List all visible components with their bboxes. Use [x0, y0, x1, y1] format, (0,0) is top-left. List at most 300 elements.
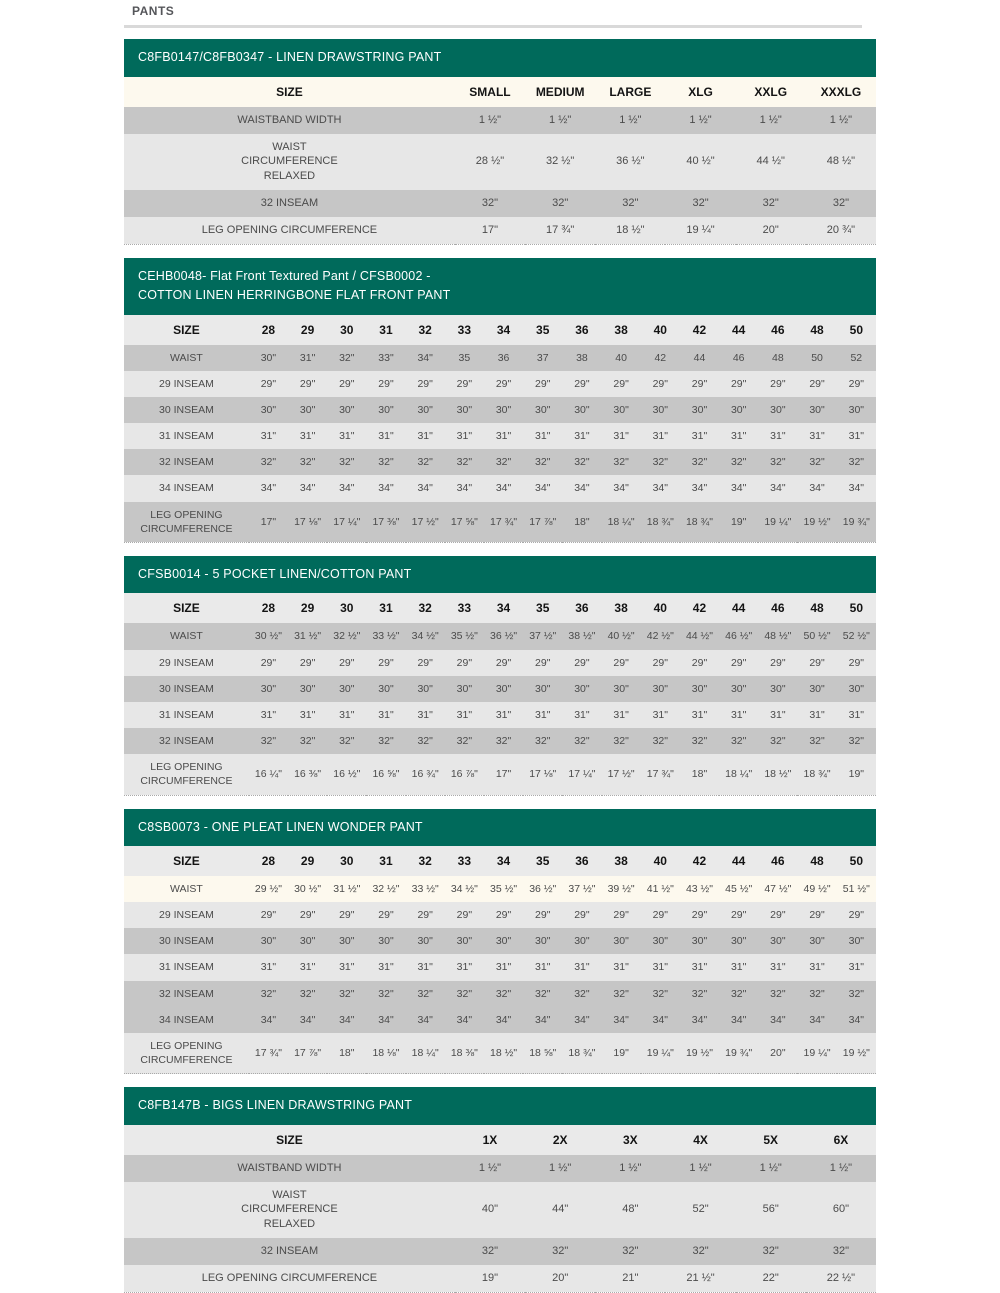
measurement-value: 30" [535, 935, 551, 948]
measurement-value: 31" [299, 351, 316, 364]
measurement-value: 1 ½" [759, 1161, 782, 1174]
measurement-value: 16 ⅜" [294, 768, 322, 781]
size-col-header: 33 [457, 853, 472, 868]
measurement-value: 29" [574, 377, 590, 390]
size-label-header: SIZE [173, 322, 200, 337]
size-table [124, 77, 876, 245]
measurement-value: 46 [732, 351, 745, 364]
measurement-value: 34" [339, 1013, 355, 1026]
measurement-row [124, 1007, 876, 1033]
measurement-row [124, 502, 876, 543]
measurement-value: 17 ⅝" [450, 515, 478, 528]
size-col-header: 29 [300, 601, 315, 616]
measurement-value: 30" [613, 935, 629, 948]
chart-title-text: COTTON LINEN HERRINGBONE FLAT FRONT PANT [138, 288, 451, 303]
measurement-value: 31" [574, 961, 590, 974]
measurement-label: 31 INSEAM [158, 708, 214, 721]
measurement-value: 31" [456, 430, 473, 443]
measurement-value: 32" [848, 987, 865, 1000]
measurement-value: 31" [535, 430, 551, 443]
size-col-header: 32 [418, 853, 432, 868]
measurement-value: 30" [378, 935, 394, 948]
size-col-header: 31 [379, 322, 393, 337]
measurement-value: 32" [260, 735, 277, 748]
measurement-value: 19 ¼" [764, 515, 792, 528]
measurement-value: 18" [339, 1047, 355, 1060]
measurement-value: 60" [832, 1203, 849, 1216]
measurement-value: 38 [576, 351, 588, 364]
measurement-value: 29" [848, 377, 865, 390]
measurement-value: 29" [691, 909, 708, 922]
measurement-value: 30" [339, 935, 355, 948]
measurement-value: 29" [535, 656, 551, 669]
size-table [124, 1125, 876, 1293]
measurement-value: 34" [730, 1013, 747, 1026]
measurement-value: 33" [378, 351, 394, 364]
measurement-value: 36 ½" [529, 882, 557, 895]
measurement-value: 31" [691, 430, 708, 443]
measurement-value: 19 ½" [685, 1047, 714, 1060]
measurement-value: 49 ½" [803, 882, 831, 895]
measurement-value: 1 ½" [549, 1161, 572, 1174]
size-col-header: 31 [379, 853, 393, 868]
measurement-value: 18" [574, 515, 590, 528]
measurement-value: 29" [378, 909, 394, 922]
measurement-value: 17 ¾" [646, 768, 674, 781]
measurement-value: 29" [652, 377, 668, 390]
measurement-value: 31" [495, 430, 512, 443]
measurement-value: 35 ½" [490, 882, 518, 895]
measurement-value: 42 [654, 351, 667, 364]
measurement-value: 29" [848, 909, 865, 922]
measurement-value: 48" [622, 1203, 639, 1216]
measurement-value: 16 ¼" [254, 768, 282, 781]
size-header-row [124, 315, 876, 345]
measurement-value: 36 ½" [490, 630, 518, 643]
measurement-value: 34" [809, 482, 825, 495]
measurement-value: 20" [552, 1271, 569, 1284]
measurement-value: 17 ⅞" [529, 515, 557, 528]
size-col-header: 28 [261, 853, 276, 868]
measurement-value: 29" [339, 656, 355, 669]
measurement-row [124, 190, 876, 217]
size-table [124, 315, 876, 543]
measurement-value: 31" [417, 961, 433, 974]
measurement-value: 31" [378, 961, 394, 974]
measurement-value: 32" [456, 987, 473, 1000]
measurement-label: 32 INSEAM [260, 1245, 319, 1258]
measurement-value: 34" [848, 482, 865, 495]
measurement-value: 31" [730, 961, 747, 974]
measurement-value: 31" [848, 961, 865, 974]
measurement-value: 32" [652, 735, 668, 748]
measurement-row [124, 650, 876, 676]
measurement-value: 29" [299, 656, 316, 669]
measurement-value: 18 ⅝" [529, 1047, 557, 1060]
measurement-label: 34 INSEAM [158, 1013, 214, 1026]
measurement-value: 19 ½" [842, 1047, 870, 1060]
measurement-value: 32" [552, 197, 569, 210]
size-col-header: 38 [614, 322, 628, 337]
measurement-value: 21 ½" [686, 1271, 715, 1284]
measurement-value: 31" [339, 430, 355, 443]
measurement-value: 39 ½" [607, 882, 635, 895]
measurement-value: 34" [495, 482, 512, 495]
chart-title-bar [124, 258, 876, 315]
measurement-row [124, 728, 876, 754]
measurement-value: 31" [613, 430, 629, 443]
size-label-header: SIZE [173, 601, 200, 616]
measurement-value: 31 ½" [333, 882, 361, 895]
measurement-value: 32" [535, 987, 551, 1000]
measurement-value: 31" [809, 430, 825, 443]
size-table [124, 593, 876, 795]
measurement-value: 32" [378, 456, 394, 469]
measurement-row [124, 902, 876, 928]
measurement-value: 47 ½" [764, 882, 792, 895]
measurement-value: 31" [770, 430, 786, 443]
measurement-value: 34" [691, 482, 708, 495]
section-divider [124, 25, 862, 28]
measurement-value: 32" [691, 735, 708, 748]
measurement-value: 18 ¾" [646, 515, 674, 528]
measurement-label: WAISTBAND WIDTH [237, 1161, 342, 1174]
measurement-value: 40 [615, 351, 627, 364]
measurement-value: 32" [832, 1245, 849, 1258]
measurement-value: 29" [417, 377, 433, 390]
measurement-value: 21" [622, 1271, 639, 1284]
measurement-value: 31" [339, 961, 355, 974]
size-col-header: 5X [763, 1132, 779, 1147]
measurement-value: 17 ⅞" [294, 1047, 322, 1060]
size-col-header: 28 [261, 322, 276, 337]
size-chart [124, 556, 876, 796]
measurement-value: 29" [378, 377, 394, 390]
measurement-row [124, 449, 876, 475]
size-col-header: 40 [653, 601, 667, 616]
measurement-value: 34" [574, 1013, 590, 1026]
measurement-value: 31" [299, 430, 316, 443]
measurement-value: 30" [730, 935, 747, 948]
measurement-row [124, 371, 876, 397]
measurement-value: 30" [691, 935, 708, 948]
size-label-header: SIZE [276, 84, 303, 99]
measurement-value: 18 ¼" [411, 1047, 439, 1060]
measurement-value: 1 ½" [619, 113, 642, 126]
measurement-row [124, 876, 876, 902]
size-chart [124, 1087, 876, 1292]
size-col-header: 42 [692, 601, 707, 616]
measurement-value: 32" [613, 987, 629, 1000]
measurement-value: 17 ⅛" [294, 515, 322, 528]
size-col-header: 50 [849, 601, 863, 616]
measurement-value: 33 ½" [411, 882, 439, 895]
chart-title-bar [124, 39, 876, 76]
measurement-value: 42 ½" [646, 630, 674, 643]
measurement-value: 29" [378, 656, 394, 669]
measurement-value: 30" [574, 935, 590, 948]
measurement-value: 31" [848, 708, 865, 721]
measurement-row [124, 981, 876, 1007]
measurement-label: WAIST CIRCUMFERENCE RELAXED [241, 1188, 338, 1231]
measurement-value: 32" [299, 456, 316, 469]
measurement-value: 19 ¾" [725, 1047, 753, 1060]
size-header-row [124, 77, 876, 107]
measurement-value: 37 [536, 351, 549, 364]
size-col-header: 34 [496, 601, 511, 616]
size-label-header: SIZE [276, 1132, 303, 1147]
measurement-value: 31" [652, 430, 668, 443]
size-header-row [124, 593, 876, 623]
measurement-value: 30" [613, 682, 629, 695]
measurement-value: 32" [417, 735, 433, 748]
measurement-value: 22 ½" [826, 1271, 856, 1284]
measurement-value: 30" [339, 403, 355, 416]
measurement-row [124, 1033, 876, 1074]
size-col-header: 2X [552, 1132, 568, 1147]
measurement-value: 50 [811, 351, 823, 364]
size-col-header: 46 [771, 853, 785, 868]
measurement-value: 34" [299, 1013, 316, 1026]
measurement-value: 1 ½" [829, 1161, 853, 1174]
measurement-value: 30" [260, 935, 277, 948]
measurement-value: 31" [613, 961, 629, 974]
measurement-row [124, 954, 876, 980]
measurement-value: 31" [574, 430, 590, 443]
measurement-value: 31" [339, 708, 355, 721]
measurement-value: 19 ¼" [803, 1047, 831, 1060]
measurement-label: 30 INSEAM [158, 935, 214, 948]
measurement-row [124, 1155, 876, 1182]
measurement-value: 17" [260, 515, 277, 528]
size-col-header: 50 [849, 853, 863, 868]
size-col-header: 4X [693, 1132, 708, 1147]
measurement-value: 19 ¼" [646, 1047, 674, 1060]
measurement-value: 52 ½" [842, 630, 870, 643]
measurement-value: 29" [535, 909, 551, 922]
measurement-label: LEG OPENING CIRCUMFERENCE [140, 508, 233, 535]
size-col-header: 35 [536, 853, 550, 868]
size-col-header: MEDIUM [535, 84, 585, 99]
measurement-value: 1 ½" [549, 113, 572, 126]
measurement-value: 29" [495, 909, 512, 922]
measurement-value: 1 ½" [478, 1161, 502, 1174]
measurement-value: 37 ½" [529, 630, 557, 643]
measurement-value: 17 ¾" [254, 1047, 282, 1060]
measurement-value: 32" [481, 1245, 499, 1258]
size-col-header: 36 [575, 853, 589, 868]
measurement-value: 19 ¾" [842, 515, 870, 528]
measurement-value: 34 ½" [450, 882, 478, 895]
size-col-header: 36 [575, 322, 589, 337]
measurement-value: 34" [378, 1013, 394, 1026]
measurement-value: 30" [299, 403, 316, 416]
measurement-value: 34" [260, 482, 277, 495]
measurement-value: 22" [762, 1271, 779, 1284]
measurement-row [124, 397, 876, 423]
measurement-value: 32" [691, 987, 708, 1000]
measurement-value: 44 ½" [685, 630, 714, 643]
measurement-value: 30" [652, 935, 668, 948]
chart-title-bar [124, 556, 876, 593]
measurement-value: 34" [260, 1013, 277, 1026]
measurement-row [124, 928, 876, 954]
measurement-value: 32" [260, 987, 277, 1000]
measurement-value: 31" [260, 961, 277, 974]
measurement-value: 31" [770, 961, 786, 974]
measurement-value: 38 ½" [568, 630, 596, 643]
measurement-value: 31" [691, 708, 708, 721]
measurement-value: 31" [652, 961, 668, 974]
measurement-value: 32" [378, 735, 394, 748]
measurement-value: 32" [770, 456, 786, 469]
size-label-header: SIZE [173, 853, 200, 868]
measurement-row [124, 1238, 876, 1265]
measurement-value: 29" [848, 656, 865, 669]
measurement-value: 33 ½" [372, 630, 400, 643]
measurement-value: 29" [809, 656, 825, 669]
measurement-value: 48 [772, 351, 784, 364]
size-col-header: 30 [340, 322, 354, 337]
measurement-label: LEG OPENING CIRCUMFERENCE [201, 1271, 378, 1284]
measurement-value: 18 ½" [490, 1047, 518, 1060]
measurement-value: 16 ¾" [411, 768, 439, 781]
content-area [124, 0, 876, 1293]
measurement-label: 31 INSEAM [158, 961, 214, 974]
measurement-value: 32" [495, 456, 512, 469]
measurement-value: 31" [535, 961, 551, 974]
measurement-value: 34" [770, 482, 786, 495]
measurement-value: 32" [552, 1245, 569, 1258]
size-col-header: 1X [482, 1132, 498, 1147]
measurement-value: 30" [809, 403, 825, 416]
measurement-value: 45 ½" [725, 882, 753, 895]
measurement-label: 29 INSEAM [158, 377, 214, 390]
measurement-value: 19" [613, 1047, 629, 1060]
size-col-header: XXXLG [820, 84, 862, 99]
measurement-value: 30" [848, 403, 865, 416]
measurement-value: 52" [692, 1203, 709, 1216]
measurement-value: 31" [730, 430, 747, 443]
measurement-row [124, 217, 876, 244]
measurement-value: 18 ¾" [803, 768, 831, 781]
measurement-value: 29" [613, 656, 629, 669]
measurement-value: 29" [339, 909, 355, 922]
measurement-value: 32" [832, 197, 849, 210]
measurement-value: 32" [809, 456, 825, 469]
measurement-label: 30 INSEAM [158, 682, 214, 695]
measurement-value: 18 ¼" [725, 768, 753, 781]
measurement-value: 30 ½" [294, 882, 322, 895]
size-col-header: 28 [261, 601, 276, 616]
measurement-value: 32" [339, 735, 355, 748]
measurement-value: 34 ½" [411, 630, 439, 643]
size-col-header: 29 [300, 853, 315, 868]
measurement-value: 32" [535, 735, 551, 748]
chart-title-text: C8FB147B - BIGS LINEN DRAWSTRING PANT [138, 1098, 413, 1113]
size-col-header: 40 [653, 322, 667, 337]
measurement-value: 29" [260, 656, 277, 669]
measurement-value: 32" [456, 735, 473, 748]
measurement-value: 28 ½" [475, 155, 505, 168]
measurement-value: 30" [456, 403, 473, 416]
measurement-label: 34 INSEAM [158, 482, 214, 495]
size-col-header: XLG [688, 84, 713, 99]
measurement-row [124, 623, 876, 649]
measurement-value: 30" [378, 682, 394, 695]
measurement-value: 34" [691, 1013, 708, 1026]
measurement-value: 30" [691, 682, 708, 695]
measurement-value: 30" [730, 403, 747, 416]
measurement-value: 32" [260, 456, 277, 469]
measurement-value: 18" [691, 768, 708, 781]
measurement-row [124, 475, 876, 501]
measurement-value: 30" [770, 935, 786, 948]
measurement-value: 30" [495, 682, 512, 695]
size-col-header: 3X [623, 1132, 638, 1147]
measurement-value: 34" [809, 1013, 825, 1026]
size-col-header: LARGE [609, 84, 652, 99]
measurement-value: 35 ½" [450, 630, 478, 643]
size-col-header: 48 [810, 853, 824, 868]
measurement-value: 40 ½" [686, 155, 715, 168]
measurement-value: 44 [693, 351, 706, 364]
size-col-header: 35 [536, 322, 550, 337]
measurement-value: 19" [481, 1271, 499, 1284]
measurement-value: 34" [848, 1013, 865, 1026]
measurement-value: 30" [652, 403, 668, 416]
size-col-header: 33 [457, 601, 472, 616]
measurement-label: WAIST CIRCUMFERENCE RELAXED [241, 140, 338, 183]
measurement-value: 32" [574, 456, 590, 469]
measurement-value: 17 ⅛" [529, 768, 557, 781]
measurement-label: 29 INSEAM [158, 909, 214, 922]
measurement-value: 32 ½" [333, 630, 361, 643]
size-col-header: 34 [496, 853, 511, 868]
measurement-value: 20" [762, 223, 779, 236]
measurement-value: 32" [417, 456, 433, 469]
measurement-value: 32" [691, 456, 708, 469]
size-header-row [124, 846, 876, 876]
page-title: PANTS [132, 4, 175, 18]
measurement-label: WAISTBAND WIDTH [237, 113, 342, 126]
measurement-value: 19 ½" [803, 515, 831, 528]
measurement-label: 32 INSEAM [158, 735, 214, 748]
chart-title-bar [124, 1087, 876, 1124]
measurement-value: 30" [574, 403, 590, 416]
size-col-header: 48 [810, 601, 824, 616]
measurement-value: 30" [535, 403, 551, 416]
measurement-value: 31" [652, 708, 668, 721]
measurement-value: 32" [622, 1245, 639, 1258]
measurement-value: 48 ½" [826, 155, 856, 168]
measurement-value: 37 ½" [568, 882, 596, 895]
measurement-label: LEG OPENING CIRCUMFERENCE [140, 1039, 233, 1067]
measurement-value: 19" [848, 768, 865, 781]
measurement-row [124, 134, 876, 191]
measurement-value: 48 ½" [764, 630, 792, 643]
measurement-value: 29" [495, 656, 512, 669]
measurement-value: 30" [417, 935, 433, 948]
measurement-row [124, 107, 876, 134]
measurement-value: 32" [299, 735, 316, 748]
measurement-value: 29" [770, 656, 786, 669]
measurement-value: 29" [770, 377, 786, 390]
measurement-value: 32" [692, 1245, 709, 1258]
size-col-header: 30 [340, 601, 354, 616]
measurement-value: 32" [809, 735, 825, 748]
measurement-label: WAIST [169, 351, 203, 364]
